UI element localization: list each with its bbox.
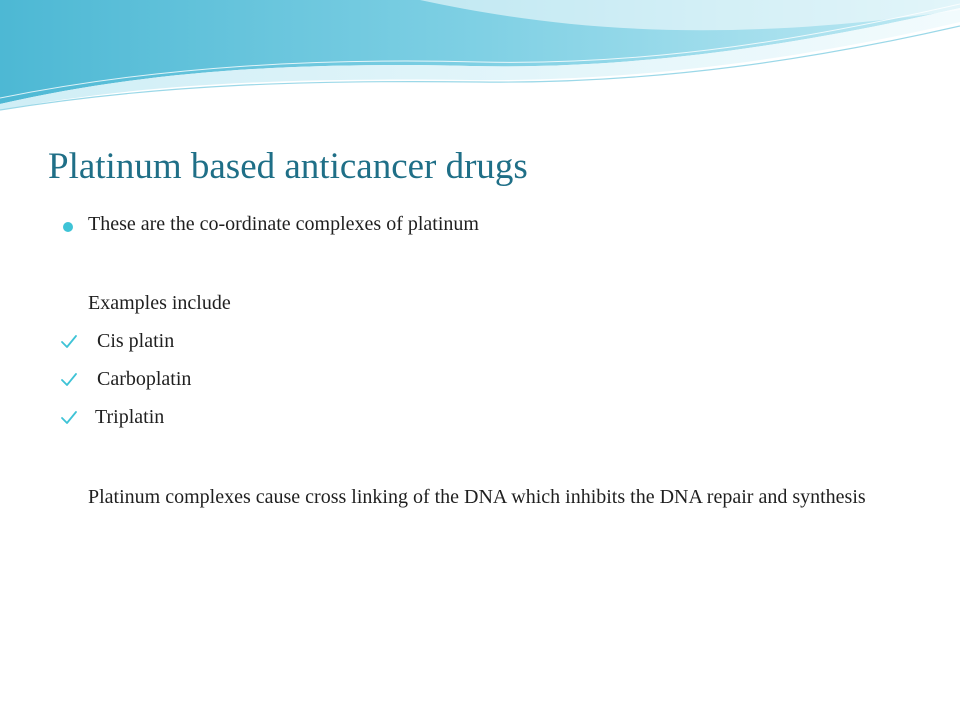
slide-title: Platinum based anticancer drugs xyxy=(48,146,528,187)
examples-heading: Examples include xyxy=(88,292,231,314)
checkmark-icon xyxy=(60,333,78,351)
checkmark-icon xyxy=(60,409,78,427)
mechanism-paragraph: Platinum complexes cause cross linking of the DNA which inhibits the DNA repair and synthesis xyxy=(88,486,866,508)
intro-text: These are the co-ordinate complexes of platinum xyxy=(88,213,479,235)
checkmark-icon xyxy=(60,371,78,389)
example-item: Carboplatin xyxy=(97,368,192,390)
bullet-dot-icon xyxy=(63,222,73,232)
example-item: Cis platin xyxy=(97,330,175,352)
example-item: Triplatin xyxy=(95,406,165,428)
